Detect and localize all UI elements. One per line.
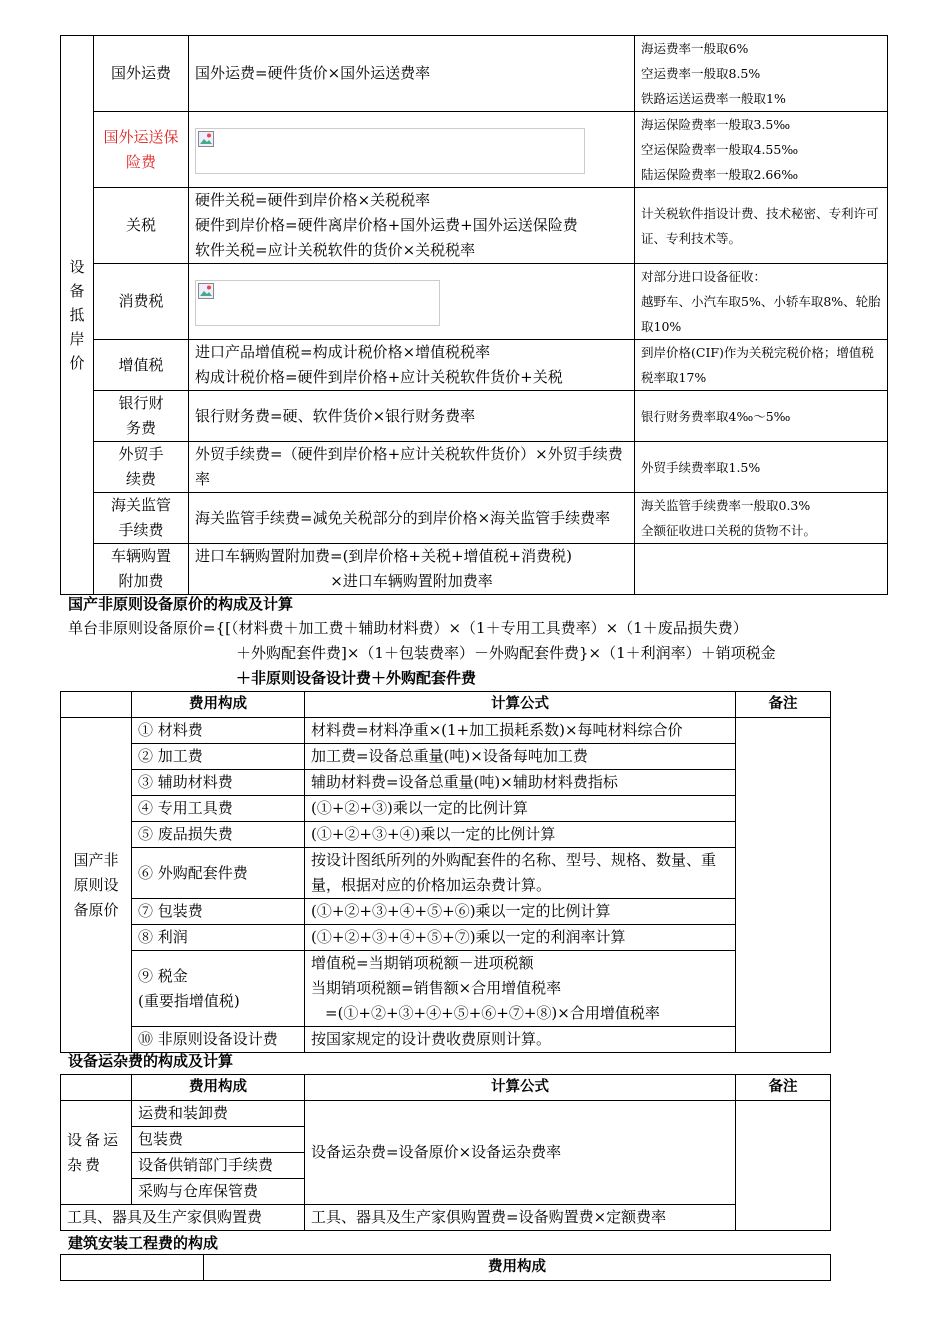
row-formula: 工具、器具及生产家俱购置费=设备购置费×定额费率: [305, 1205, 736, 1231]
group-label-text: 设备抵岸价: [69, 258, 85, 372]
row-name: 海关监管手续费: [94, 493, 189, 544]
import-price-table: [60, 35, 888, 595]
header-note: 备注: [736, 692, 831, 718]
row-formula: 国外运费=硬件货价×国外运送费率: [189, 36, 635, 112]
row-name: ⑩ 非原则设备设计费: [132, 1027, 305, 1053]
row-name: 国外运送保险费: [94, 112, 189, 188]
section-heading: 建筑安装工程费的构成: [68, 1234, 219, 1252]
row-formula: 增值税=当期销项税额－进项税额 当期销项税额=销售额×合用增值税率 =(①+②+③+④+⑤+⑥+⑦+⑧)×合用增值税率: [305, 951, 736, 1027]
row-note: 银行财务费率取4‰～5‰: [635, 391, 888, 442]
note-cell: [736, 718, 831, 1053]
row-name: 国外运费: [94, 36, 189, 112]
row-note: [635, 544, 888, 595]
section-heading: 设备运杂费的构成及计算: [68, 1052, 234, 1070]
row-name: ⑤ 废品损失费: [132, 822, 305, 848]
row-name: 运费和装卸费: [132, 1101, 305, 1127]
note-cell: [736, 1101, 831, 1231]
row-name: 采购与仓库保管费: [132, 1179, 305, 1205]
row-name: 设备供销部门手续费: [132, 1153, 305, 1179]
header-blank: [61, 692, 132, 718]
row-formula: 进口产品增值税=构成计税价格×增值税税率 构成计税价格=硬件到岸价格+应计关税软件货价+关税: [189, 340, 635, 391]
row-name: 外贸手续费: [94, 442, 189, 493]
row-name: 车辆购置附加费: [94, 544, 189, 595]
header-blank: [61, 1255, 204, 1281]
header-composition: 费用构成: [204, 1255, 831, 1281]
row-name: ⑦ 包装费: [132, 899, 305, 925]
row-note: 外贸手续费率取1.5%: [635, 442, 888, 493]
row-name: 关税: [94, 188, 189, 264]
domestic-equipment-table: [60, 691, 831, 1053]
header-blank: [61, 1075, 132, 1101]
row-formula: 按设计图纸所列的外购配套件的名称、型号、规格、数量、重量，根据对应的价格加运杂费计算。: [305, 848, 736, 899]
row-formula: 外贸手续费=（硬件到岸价格+应计关税软件货价）×外贸手续费率: [189, 442, 635, 493]
row-name: ② 加工费: [132, 744, 305, 770]
row-formula: (①+②+③+④)乘以一定的比例计算: [305, 822, 736, 848]
construction-table: [60, 1254, 831, 1281]
row-formula: 银行财务费=硬、软件货价×银行财务费率: [189, 391, 635, 442]
row-name: 增值税: [94, 340, 189, 391]
row-name: ④ 专用工具费: [132, 796, 305, 822]
broken-image-icon: [195, 280, 440, 326]
row-formula: (①+②+③+④+⑤+⑥)乘以一定的比例计算: [305, 899, 736, 925]
section-heading: 国产非原则设备原价的构成及计算: [68, 595, 294, 613]
freight-table: [60, 1074, 831, 1231]
header-note: 备注: [736, 1075, 831, 1101]
group-label: 设备运杂费: [61, 1101, 132, 1205]
row-name: ① 材料费: [132, 718, 305, 744]
broken-image-icon: [195, 128, 585, 174]
row-name: ⑥ 外购配套件费: [132, 848, 305, 899]
row-formula: 进口车辆购置附加费=(到岸价格+关税+增值税+消费税) ×进口车辆购置附加费率: [189, 544, 635, 595]
header-composition: 费用构成: [132, 692, 305, 718]
formula-line: ＋非原则设备设计费＋外购配套件费: [236, 669, 477, 687]
group-label: 国产非原则设备原价: [61, 718, 132, 1053]
header-formula: 计算公式: [305, 1075, 736, 1101]
row-formula: 辅助材料费=设备总重量(吨)×辅助材料费指标: [305, 770, 736, 796]
row-name: ⑨ 税金 (重要指增值税): [132, 951, 305, 1027]
row-name: ③ 辅助材料费: [132, 770, 305, 796]
row-formula: 加工费=设备总重量(吨)×设备每吨加工费: [305, 744, 736, 770]
formula-line: ＋外购配套件费]×（1＋包装费率）－外购配套件费}×（1＋利润率）＋销项税金: [236, 644, 776, 662]
row-note: 对部分进口设备征收： 越野车、小汽车取5%、小轿车取8%、轮胎取10%: [635, 264, 888, 340]
row-name: 银行财务费: [94, 391, 189, 442]
row-name: 消费税: [94, 264, 189, 340]
row-formula: (①+②+③)乘以一定的比例计算: [305, 796, 736, 822]
header-composition: 费用构成: [132, 1075, 305, 1101]
row-name: 包装费: [132, 1127, 305, 1153]
row-name: ⑧ 利润: [132, 925, 305, 951]
header-formula: 计算公式: [305, 692, 736, 718]
formula-image: [189, 264, 635, 340]
row-formula: 按国家规定的设计费收费原则计算。: [305, 1027, 736, 1053]
row-name: 工具、器具及生产家俱购置费: [61, 1205, 305, 1231]
group-label: [61, 36, 94, 595]
row-note: 海运保险费率一般取3.5‰ 空运保险费率一般取4.55‰ 陆运保险费率一般取2.66‰: [635, 112, 888, 188]
row-formula: (①+②+③+④+⑤+⑦)乘以一定的利润率计算: [305, 925, 736, 951]
row-formula: 材料费=材料净重×(1+加工损耗系数)×每吨材料综合价: [305, 718, 736, 744]
row-note: 到岸价格(CIF)作为关税完税价格；增值税税率取17%: [635, 340, 888, 391]
formula-line: 单台非原则设备原价={[（材料费＋加工费＋辅助材料费）×（1＋专用工具费率）×（1＋废品损失费）: [68, 619, 748, 637]
row-note: 海关监管手续费率一般取0.3% 全额征收进口关税的货物不计。: [635, 493, 888, 544]
row-note: 海运费率一般取6% 空运费率一般取8.5% 铁路运送运费率一般取1%: [635, 36, 888, 112]
row-formula: 硬件关税=硬件到岸价格×关税税率 硬件到岸价格=硬件离岸价格+国外运费+国外运送保险费 软件关税=应计关税软件的货价×关税税率: [189, 188, 635, 264]
formula-image: [189, 112, 635, 188]
row-formula: 设备运杂费=设备原价×设备运杂费率: [305, 1101, 736, 1205]
row-note: 计关税软件指设计费、技术秘密、专利许可证、专利技术等。: [635, 188, 888, 264]
row-formula: 海关监管手续费=减免关税部分的到岸价格×海关监管手续费率: [189, 493, 635, 544]
